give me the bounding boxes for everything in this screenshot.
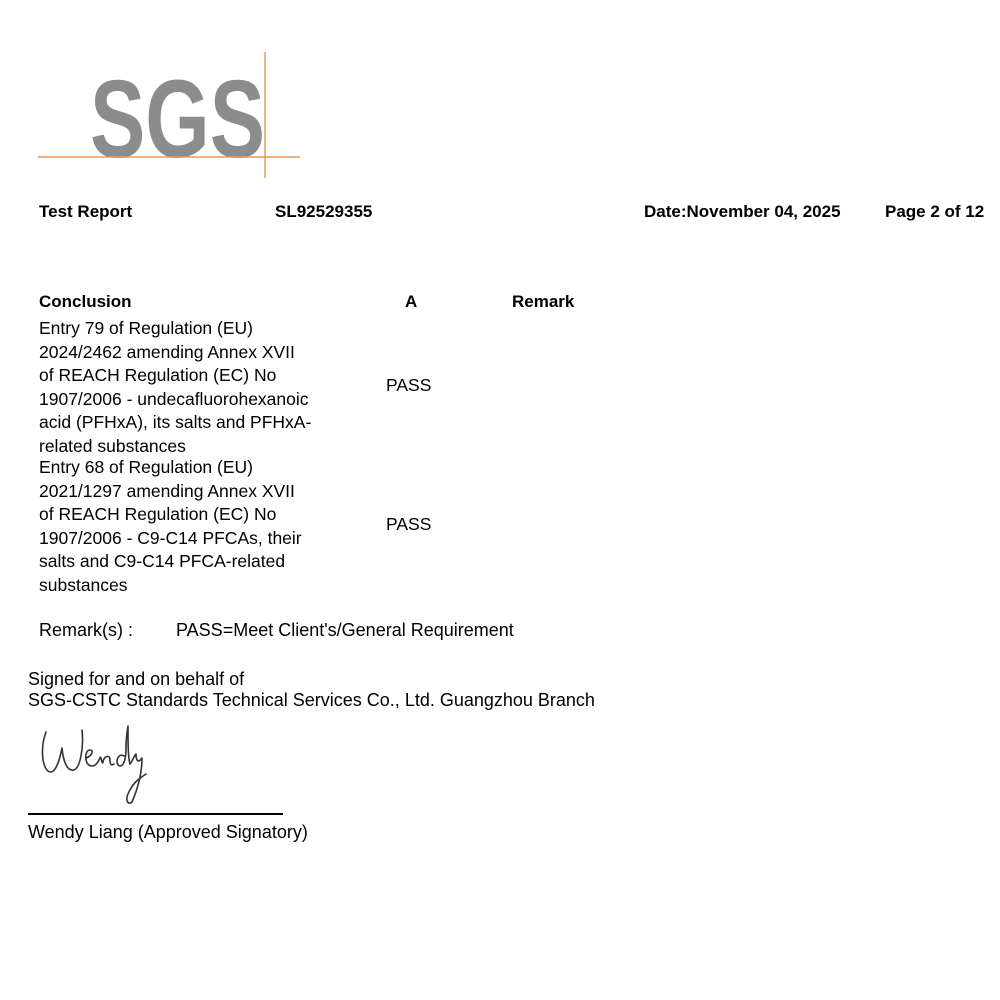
report-date: Date:November 04, 2025: [644, 202, 841, 221]
sgs-logo-text: SGS: [90, 58, 265, 180]
header-conclusion: Conclusion: [39, 292, 132, 311]
header-remark: Remark: [512, 292, 575, 311]
row2-result: PASS: [386, 514, 432, 534]
header-a: A: [405, 292, 418, 311]
remarks-label: Remark(s) :: [39, 620, 133, 640]
signed-on-behalf: Signed for and on behalf of: [28, 669, 245, 689]
report-label: Test Report: [39, 202, 133, 221]
signature-line: [28, 813, 283, 815]
row2-conclusion: Entry 68 of Regulation (EU) 2021/1297 amending Annex XVII of REACH Regulation (EC) No 1907/2006 - C9-C14 PFCAs, their salts and C9-C14 PFCA-related substances: [39, 457, 302, 595]
handwritten-signature: [34, 718, 154, 808]
sgs-logo: [38, 52, 303, 180]
row1-conclusion: Entry 79 of Regulation (EU) 2024/2462 amending Annex XVII of REACH Regulation (EC) No 1907/2006 - undecafluorohexanoic acid (PFHxA), its salts and PFHxA- related substances: [39, 318, 312, 456]
company-name: SGS-CSTC Standards Technical Services Co., Ltd. Guangzhou Branch: [28, 690, 595, 710]
row1-result: PASS: [386, 375, 432, 395]
signatory-name: Wendy Liang (Approved Signatory): [28, 822, 308, 842]
remarks-text: PASS=Meet Client's/General Requirement: [176, 620, 514, 640]
page-number: Page 2 of 12: [885, 202, 985, 221]
report-number: SL92529355: [275, 202, 373, 221]
